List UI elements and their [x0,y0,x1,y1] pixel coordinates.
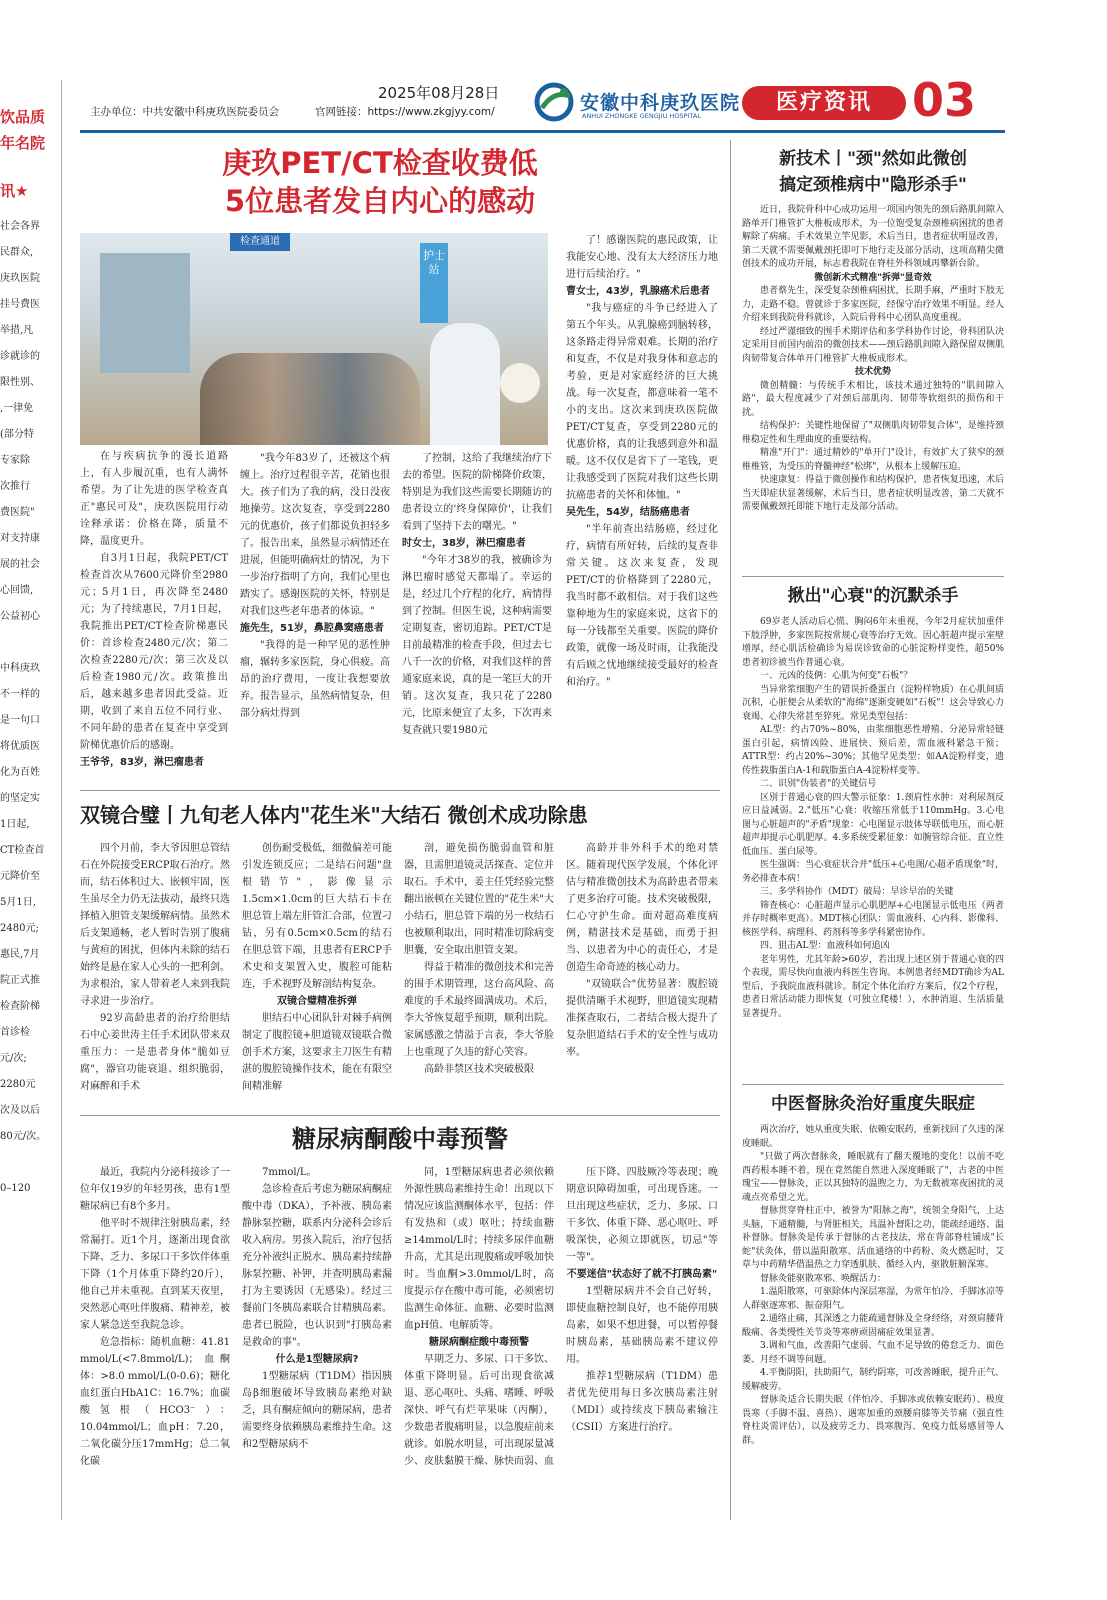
right1-body [742,204,1004,574]
article1-title-line2: 5位患者发自内心的感动 [224,184,536,218]
article3-title: 糖尿病酮酸中毒预警 [292,1125,508,1153]
right3-paragraph: 3.调和气血，改善阳气虚弱、气血不足导致的倦怠乏力、面色萎、月经不调等问题。 [742,1341,1004,1365]
article3-paragraph: 急诊检查后考虑为糖尿病酮症酸中毒（DKA），予补液、胰岛素静脉泵控糖，联系内分泌科会诊后收入病房。男孩入院后，治疗包括充分补液纠正脱水、胰岛素持续静脉泵控糖、补钾，并查明胰岛素漏打为主要诱因（无感染）。经过三餐前门冬胰岛素联合甘精胰岛素。患者已脱险，也认识到"打胰岛素是救命的事"。 [242,1184,392,1348]
article3-paragraph: 危急指标：随机血糖：41.81 mmol/L(<7.8mmol/L)；血酮体：>8.0 mmol/L(0-0.6)；糖化血红蛋白HbA1C：16.7%；血碳酸氢根（HCO3⁻）：10.04mmol/L；血pH：7.20，二氧化碳分压17mmHg；总二氧化碳 [80,1337,230,1467]
article1-sig4: 曹女士，43岁，乳腺癌术后患者 [566,286,710,297]
right3-paragraph: 1.温阳散寒，可驱除体内深层寒湿，为常年怕冷、手脚冰凉等人群驱逐寒邪、振奋阳气。 [742,1287,1004,1311]
right3-paragraph: 4.平衡阴阳，扶助阳气，制约阴寒，可改善睡眠，提升正气、缓解疲劳。 [742,1368,1004,1392]
article1-sig1: 王爷爷，83岁，淋巴瘤患者 [80,757,204,768]
strip-line: 专家除 [0,455,30,466]
article2-paragraph: 四个月前，李大爷因胆总管结石在外院接受ERCP取石治疗。然而，结石体积过大、嵌顿牢固，医生虽尽全力仍无法拔动，最终只选择植入胆管支架缓解病情。虽然术后支架通畅，老人暂时告别了腹痛与黄疸的困扰，但体内未除的结石始终是悬在家人心头的一把利剑。为求根治，家人带着老人来到我院寻求进一步治疗。 [80,843,230,1007]
article1-photo [80,233,548,445]
article1-col3 [402,450,552,780]
right1-p1: 患者蔡先生，深受复杂颈椎病困扰，长期手麻，严重时下肢无力，走路不稳。曾就诊于多家医院，经保守治疗效果不明显。经人介绍来到我院骨科就诊，入院后骨科中心团队高度重视。 [742,286,1004,323]
strip-line: 中科庚玖 [0,663,40,674]
photo-nurse [430,323,500,445]
section-title: 医疗资讯 [775,90,872,115]
right2-paragraph: 69岁老人活动后心慌、胸闷6年未重视，今年2月症状加重伴下肢浮肿，多家医院按常规心衰等治疗无效。因心脏超声提示室壁增厚，经心肌活检确诊为易误诊致命的心脏淀粉样变性，超50%患者初诊被当作普通心衰。 [742,617,1004,668]
strip-line: 检查阶梯 [0,1001,40,1012]
page-number: 03 [912,73,977,127]
article2-rule [80,790,720,791]
organizer: 主办单位：中共安徽中科庚玖医院委员会 [90,106,279,118]
article1-sig5: 吴先生，54岁，结肠癌患者 [566,507,690,518]
strip-line: 元降价至 [0,871,40,882]
column-divider [730,140,731,1520]
article3-paragraph: 压下降、四肢厥冷等表现；晚期意识障碍加重，可出现昏迷。一旦出现这些症状，乏力、多尿、口干多饮、体重下降、恶心呕吐、呼吸深快，必须立即就医，切忌"等一等"。 [566,1167,718,1263]
strip-line: ,一律免 [0,403,34,414]
article3-sub3: 不要迷信"状态好了就不打胰岛素" [566,1269,718,1280]
article1-paragraph: "我与癌症的斗争已经进入了第五个年头。从乳腺癌到脑转移，这条路走得异常艰难。长期的治疗和复查，不仅是对我身体和意志的考验，更是对家庭经济的巨大挑战。每一次复查，都意味着一笔不小的支出。这次来到庚玖医院做PET/CT复查，享受到2280元的优惠价格，真的让我感到意外和温暖。这不仅仅是省下了一笔钱，更让我感受到了医院对我们这些长期抗癌患者的关怀和体恤。" [566,303,718,501]
strip-line: 是一句口 [0,715,40,726]
right3-paragraph: 督脉灸能驱散寒邪、唤醒活力： [760,1273,887,1284]
strip-line: (部分特 [0,429,34,440]
photo-sign-nurse: 护士站 [420,243,448,323]
strip-line: 元/次; [0,1053,27,1064]
strip-line: 费医院" [0,507,35,518]
article2-paragraph: 创伤耐受极低，细微偏差可能引发连锁反应；二是结石问题"盘根错节"，影像显示1.5cm×1.0cm的巨大结石卡在胆总管上端左肝管汇合部，位置刁钻，另有0.5cm×0.5cm的结石在胆总管下端，且患者有ERCP手术史和支架置入史，腹腔可能粘连，手术视野及解剖结构复杂。 [242,843,392,990]
article2-col4 [566,840,718,1110]
right3-paragraph: "只做了两次督脉灸，睡眠就有了翻天覆地的变化！以前不吃西药根本睡不着，现在竟然能自然进入深度睡眠了"，古老的中医瑰宝——督脉灸，正以其独特的温煦之力，为无数被寒夜困扰的灵魂点亮希望之光。 [742,1152,1004,1203]
strip-line: CT检查首 [0,845,45,856]
right2-paragraph: 二、识别"伪装者"的关键信号 [760,779,877,789]
article3-paragraph: 1型糖尿病（T1DM）指因胰岛β细胞破坏导致胰岛素绝对缺乏，具有酮症倾向的糖尿病，患者需要终身依赖胰岛素维持生命。这和2型糖尿病不 [242,1371,392,1450]
right2-paragraph: 当异常浆细胞产生的错误折叠蛋白（淀粉样物质）在心肌间质沉积，心脏便会从柔软的"海绵"逐渐变硬如"石板"！这会导致心力衰竭、心律失常甚至猝死。常见类型包括： [742,684,1004,722]
right3-paragraph: 两次治疗，她从重度失眠、依赖安眠药，重新找回了久违的深度睡眠。 [742,1125,1004,1149]
article3-paragraph: 7mmol/L。 [262,1167,317,1178]
right3-rule [742,1084,1004,1085]
article2-paragraph: 高龄非禁区技术突破极限 [424,1064,534,1075]
strip-lines [0,214,61,1202]
article3-col4 [566,1164,718,1524]
article1-paragraph: "我今年83岁了，还被这个病缠上。治疗过程很辛苦，花销也很大。孩子们为了我的病，没日没夜地操劳。这次复查，享受到2280元的优惠价，孩子们都说负担轻多了。报告出来，虽然显示病情还在进展，但能明确病灶的情况，为下一步治疗指明了方向，我们心里也踏实了。感谢医院的关怀，特别是对我们这些老年患者的体谅。" [240,453,390,617]
right2-paragraph: 筛查核心：心脏超声显示心肌肥厚+心电图显示低电压（两者并存时概率更高）。MDT核心团队：需血液科、心内科、影像科、核医学科、病理科、药剂科等多学科紧密协作。 [742,900,1004,938]
article2-paragraph: 剖，避免损伤脆弱血管和脏器，且需胆道镜灵活探查、定位并取石。手术中，姜主任凭经验完整翻出嵌顿在关键位置的"花生米"大小结石，胆总管下端的另一枚结石也被顺利取出，同时精准切除病变胆囊，安全取出胆管支架。 [404,843,554,956]
right2-paragraph: 一、元凶的伎俩：心肌为何变"石板"？ [760,671,913,681]
photo-people [200,353,420,445]
strip-line: 诊就诊的 [0,351,40,362]
strip-line: 限性别、 [0,377,40,388]
hospital-name: 安徽中科庚玖医院 [580,92,741,114]
article1-title-line1: 庚玖PET/CT检查收费低 [222,146,538,180]
issue-date: 2025年08月28日 [378,84,500,102]
right3-title: 中医督脉灸治好重度失眠症 [771,1094,975,1114]
right2-paragraph: 医生强调：当心衰症状合并"低压+心电图/心超矛盾现象"时，务必排查本病！ [742,860,1004,884]
article1-col4 [566,232,718,780]
article1-paragraph: 在与疾病抗争的漫长道路上，有人步履沉重，也有人满怀希望。为了让先进的医学检查真正"惠民可及"，庚玖医院用行动诠释承诺：价格在降，质量不降，温度更升。 [80,451,228,547]
right1-lead: 近日，我院骨科中心成功运用一项国内领先的颈后路肌间隙入路单开门椎管扩大椎板成形术，为一位饱受复杂颈椎病困扰的患者解除了病痛。手术效果立竿见影，术后当日，患者症状明显改善，第二天就不需要佩戴颈托即可下地行走及部分活动，这项高精尖微创技术的成功开展，标志着我院在脊柱外科领域再攀新台阶。 [742,205,1004,269]
right3-body [742,1124,1004,1524]
article1-sig2: 施先生，51岁，鼻腔鼻窦癌患者 [240,623,384,634]
right1-sub1: 微创新术式精准"拆弹"显奇效 [814,272,932,283]
photo-orchid [500,363,540,403]
right2-title: 揪出"心衰"的沉默杀手 [787,586,959,606]
strip-line: 对支持康 [0,533,40,544]
strip-line: 0–120 [0,1183,31,1194]
right2-body [742,616,1004,1076]
strip-line: 惠民,7月 [0,949,40,960]
strip-line [0,1150,61,1176]
article1-paragraph: "半年前查出结肠癌，经过化疗，病情有所好转，后续的复查非常关键。这次来复查，发现PET/CT的价格降到了2280元，我当时都不敢相信。对于我们这些靠种地为生的家庭来说，这省下的每一分钱都至关重要。医院的降价政策，就像一场及时雨，让我能没有后顾之忧地继续接受最好的检查和治疗。" [566,524,718,688]
header-rule [80,130,1005,133]
website-link[interactable]: 官网链接：https://www.zkgjyy.com/ [315,106,495,118]
article1-paragraph: 自3月1日起，我院PET/CT检查首次从7600元降价至2980元；5月1日，再次降至2480元；为了持续惠民，7月1日起，我院推出PET/CT检查阶梯惠民价：首诊检查2480元/次；第二次检查2280元/次；第三次及以后检查1980元/次。政策推出后，越来越多患者因此受益。近期，收到了来自五位不同行业、不同年龄的患者在复查中享受到阶梯优惠价后的感谢。 [80,553,228,751]
article2-paragraph: "双镜联合"优势显著：腹腔镜提供清晰手术视野，胆道镜实现精准探查取石，二者结合极大提升了复杂胆道结石手术的安全性与成功率。 [566,979,718,1058]
article1-paragraph: 了！感谢医院的惠民政策，让我能安心地、没有太大经济压力地进行后续治疗。" [566,235,718,280]
article3-paragraph: 1型糖尿病并不会自己好转，即使血糖控制良好，也不能停用胰岛素，如果不想进餐，可以暂停餐时胰岛素，基础胰岛素不建议停用。 [566,1286,718,1365]
article2-paragraph: 胆结石中心团队针对棘手病例制定了腹腔镜+胆道镜双镜联合微创手术方案，这要求主刀医生有精湛的腹腔镜操作技术，能在有限空间精准解 [242,1013,392,1092]
article3-sub2: 糖尿病酮症酸中毒预警 [429,1337,529,1348]
article1-sig3: 时女士，38岁，淋巴瘤患者 [402,538,526,549]
strip-line [0,630,61,656]
article3-paragraph: 最近，我院内分泌科接诊了一位年仅19岁的年轻男孩，患有1型糖尿病已有8个多月。 [80,1167,230,1212]
strip-line: 5月1日, [0,897,36,908]
right1-p6: 快速康复：得益于微创操作和结构保护，患者恢复迅速，术后当天即症状显著缓解，术后当日，患者症状明显改善，第二天就不需要佩戴颈托即能下地行走及部分活动。 [742,475,1004,512]
article1-col1 [80,448,228,778]
strip-line: 首诊检 [0,1027,30,1038]
right1-sub2: 技术优势 [854,367,891,377]
strip-line: 挂号费医 [0,299,40,310]
article3-sub1: 什么是1型糖尿病? [275,1354,359,1365]
strip-line: 公益初心 [0,611,40,622]
article3-paragraph: 他平时不规律注射胰岛素，经常漏打。近1个月，逐渐出现食欲下降、乏力、多尿口干多饮伴体重下降（1个月体重下降约20斤），他自己并未重视。直到某天夜里，突然恶心呕吐伴腹痛、精神差，被家人紧急送至我院急诊。 [80,1218,230,1331]
right2-paragraph: AL型：约占70%~80%，由浆细胞恶性增殖、分泌异常轻链蛋白引起，病情凶险、进展快、预后差，需血液科紧急干预；ATTR型：约占20%~30%；其他罕见类型：如AA淀粉样变，遗传性载脂蛋白A-1和载脂蛋白A-4淀粉样变等。 [742,725,1004,776]
article3-col3 [404,1164,554,1524]
article3-col2 [242,1164,392,1524]
strip-line: 庚玖医院 [0,273,40,284]
right2-paragraph: 四、狙击AL型：血液科如何追凶 [760,941,890,951]
strip-line: 心回馈, [0,585,34,596]
strip-line: 展的社会 [0,559,40,570]
strip-headline-3: 讯★ [0,182,29,200]
strip-line: 民群众, [0,247,34,258]
right1-p2: 经过严谨细致的围手术期评估和多学科协作讨论，骨科团队决定采用目前国内前沿的微创技术——颈后路肌间隙入路保留双侧肌肉韧带复合体单开门椎管扩大椎板成形术。 [742,326,1004,364]
right1-p3: 微创精髓：与传统手术相比，该技术通过独特的"肌间隙入路"，最大程度减少了对颈后部肌肉、韧带等软组织的损伤和干扰。 [742,380,1004,418]
strip-line: 2280元 [0,1079,36,1090]
strip-line: 举措,凡 [0,325,34,336]
strip-line: 1日起, [0,819,30,830]
right2-rule [742,576,1004,577]
strip-headline-1: 饮品质 [0,108,46,126]
right2-paragraph: 三、多学科协作（MDT）破局：早诊早治的关键 [760,887,954,897]
right1-p5: 精准"开门"：通过精妙的"单开门"设计，有效扩大了狭窄的颈椎椎管，为受压的脊髓神经"松绑"，从根本上缓解压迫。 [742,448,1004,472]
strip-line: 化为百姓 [0,767,40,778]
photo-poster [100,253,190,373]
article3-paragraph: 推荐1型糖尿病（T1DM）患者优先使用每日多次胰岛素注射（MDI）或持续皮下胰岛素输注（CSII）方案进行治疗。 [566,1371,718,1433]
strip-line: 社会各界 [0,221,40,232]
article3-paragraph: 同，1型糖尿病患者必须依赖外源性胰岛素维持生命！出现以下情况应该监测酮体水平，包括：伴有发热和（或）呕吐；持续血糖≥14mmol/L时；持续多尿伴血糖升高，尤其是出现腹痛或呼吸加快时。当血酮>3.0mmol/L时，高度提示存在酸中毒可能，必须密切监测生命体征、血糖、必要时监测血pH值、电解质等。 [404,1167,554,1331]
section-banner [742,86,906,120]
strip-line: 不一样的 [0,689,40,700]
right1-title-line2: 搞定颈椎病中"隐形杀手" [779,175,967,195]
right1-title-line1: 新技术丨"颈"然如此微创 [779,149,967,169]
article2-col1 [80,840,230,1110]
article1-paragraph: "我得的是一种罕见的恶性肿瘤，辗转多家医院，身心俱疲。高昂的治疗费用，一度让我想要放弃。报告显示，虽然病情复杂，但部分病灶得到 [240,640,390,719]
strip-line: 2480元; [0,923,39,934]
right2-paragraph: 老年男性，尤其年龄>60岁，若出现上述区别于普通心衰的四个表现，需尽快向血液内科医生咨询。本例患者经MDT确诊为AL型后，予我院血液科就诊。制定个体化治疗方案后，仅2个疗程，患者日常活动能力即恢复（可独立爬楼！），水肿消退、生活质量显著提升。 [742,954,1004,1019]
article2-paragraph: 高龄并非外科手术的绝对禁区。随着现代医学发展，个体化评估与精准微创技术为高龄患者带来了更多治疗可能。技术突破极限，仁心守护生命。面对超高难度病例，精湛技术是基础，而勇于担当、以患者为中心的责任心，才是创造生命奇迹的核心动力。 [566,843,718,973]
article2-title: 双镜合璧丨九旬老人体内"花生米"大结石 微创术成功除患 [80,803,588,827]
article1-paragraph: 了控制，这给了我继续治疗下去的希望。医院的阶梯降价政策，特别是为我们这些需要长期随访的患者设立的'终身保障价'，让我们看到了坚持下去的曙光。" [402,453,552,532]
photo-sign-exam: 检查通道 [230,233,290,251]
hospital-name-en: ANHUI ZHONGKE GENGJIU HOSPITAL [582,112,701,120]
article2-paragraph: 得益于精准的微创技术和完善的围手术期管理，这台高风险、高难度的手术最终圆满成功。术后，李大爷恢复超乎预期，顺利出院。家属感激之情溢于言表，李大爷脸上也重现了久违的舒心笑容。 [404,962,554,1058]
article2-sub1: 双镜合璧精准拆弹 [277,996,357,1007]
strip-line: 80元/次。 [0,1131,47,1142]
strip-headline-2: 年名院 [0,134,46,152]
right3-paragraph: 督脉灸适合长期失眠（伴怕冷、手脚冰或依赖安眠药）、极度畏寒（手脚不温、喜热）、遇寒加重的颈腰肩膝等关节痛（强直性脊柱炎需评估），以及疲劳乏力、畏寒腹泻、免疫力低易感冒等人群。 [742,1395,1004,1446]
article3-col1 [80,1164,230,1524]
previous-page-strip [0,80,62,1520]
hospital-logo-icon [534,82,578,122]
article1-title [80,144,680,220]
article1-col2 [240,450,390,780]
strip-line: 次推行 [0,481,30,492]
article1-paragraph: "今年才38岁的我，被确诊为淋巴瘤时感觉天都塌了。幸运的是，经过几个疗程的化疗，病情得到了控制。但医生说，这种病需要定期复查，密切追踪。PET/CT是目前最精准的检查手段，但过去七八千一次的价格，对我们这样的普通家庭来说，真的是一笔巨大的开销。这次复查，我只花了2280元，比原来便宜了太多，下次再来复查就只要1980元 [402,555,552,736]
strip-line: 次及以后 [0,1105,40,1116]
right3-paragraph: 督脉贯穿脊柱正中，被誉为"阳脉之海"，统领全身阳气，上达头脑，下通精髓，与肾脏相关，具温补督阳之功，能疏经通络、温补督脉。督脉灸是传承于督脉的古老技法，常在背部脊柱铺成"长蛇"状灸体，借以温阳散寒、活血通络的中药粉、灸火燃起时，艾草与中药精华借温热之力穿透肌肤、循经入内，驱散脏腑深寒。 [742,1206,1004,1270]
strip-line: 的坚定实 [0,793,40,804]
strip-line: 将优质医 [0,741,40,752]
article2-col3 [404,840,554,1110]
article2-col2 [242,840,392,1110]
right2-paragraph: 区别于普通心衰的四大警示征象：1.颈肩性水肿：对利尿剂反应日益减弱。2."低压"心衰：收缩压常低于110mmHg。3.心电图与心脏超声的"矛盾"现象：心电图显示肢体导联低电压，而心脏超声却提示心肌肥厚。4.多系统受累征象：如腕管综合征、直立性低血压、蛋白尿等。 [742,792,1004,857]
right3-paragraph: 2.通络止痛，其深透之力能疏通督脉及全身经络，对颈肩腰背酸痛、各类慢性关节炎等寒痹顽固痛症效果显著。 [742,1314,1004,1338]
article2-paragraph: 92岁高龄患者的治疗给胆结石中心姜世涛主任手术团队带来双重压力：一是患者身体"脆如豆腐"，器官功能衰退、组织脆弱，对麻醉和手术 [80,1013,230,1092]
right1-title [742,146,1004,198]
right1-p4: 结构保护：关键性地保留了"双侧肌肉韧带复合体"，是维持颈椎稳定性和生理曲度的重要结构。 [742,421,1004,445]
strip-line: 院正式推 [0,975,40,986]
article3-rule [80,1115,720,1116]
article3-paragraph: 早期乏力、多尿、口干多饮、体重下降明显。后可出现食欲减退、恶心呕吐、头痛、嗜睡、呼吸深快、呼气有烂苹果味（丙酮），少数患者腹痛明显，以急腹症前来就诊。如脱水明显，可出现尿量减少、皮肤黏膜干燥、脉快而弱、血 [404,1354,554,1467]
